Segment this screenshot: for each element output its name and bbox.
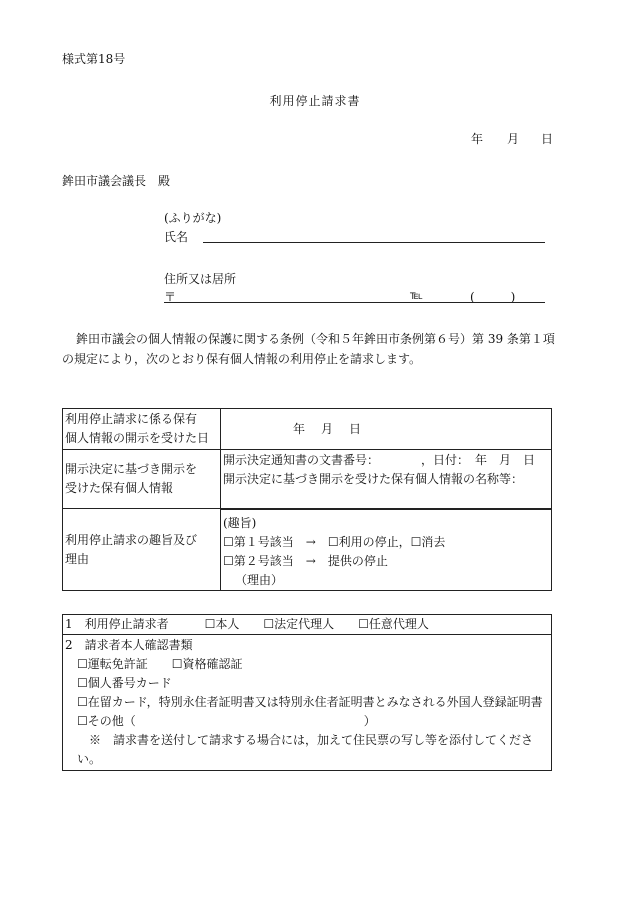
postal-mark: 〒 <box>164 290 177 304</box>
purpose-reason-label: 利用停止請求の趣旨及び 理由 <box>63 509 221 591</box>
decision-notice-number-line: 開示決定通知書の文書番号： ，日付： 年 月 日 <box>223 453 536 467</box>
id-documents-cell <box>63 635 552 771</box>
id-doc-option-other[interactable]: ☐その他（ ） <box>77 714 376 728</box>
date-day: 日 <box>541 132 554 146</box>
id-documents-row <box>63 635 552 771</box>
id-documents-title: 2 請求者本人確認書類 <box>65 638 193 652</box>
furigana-label: (ふりがな) <box>164 211 222 225</box>
date-month: 月 <box>507 132 520 146</box>
disclosed-info-value[interactable] <box>221 450 552 509</box>
inner-divider <box>220 509 552 510</box>
disclosed-info-label: 開示決定に基づき開示を 受けた保有個人情報 <box>63 450 221 509</box>
address-underline[interactable] <box>164 302 545 303</box>
form-number: 様式第18号 <box>62 52 126 66</box>
id-doc-option-license[interactable]: ☐運転免許証 ☐資格確認証 <box>77 657 243 671</box>
disclosure-date-value[interactable]: 年 月 日 <box>221 409 552 450</box>
requester-row <box>63 615 552 635</box>
request-details-table <box>62 408 552 591</box>
reason-heading: （理由） <box>235 573 284 587</box>
body-text-line-2: の規定により，次のとおり保有個人情報の利用停止を請求します。 <box>62 352 422 366</box>
disclosure-date-label: 利用停止請求に係る保有 個人情報の開示を受けた日 <box>63 409 221 450</box>
date-year: 年 <box>471 132 484 146</box>
requester-table <box>62 614 552 771</box>
disclosed-info-row <box>63 450 552 509</box>
mail-note-line-1: ※ 請求書を送付して請求する場合には，加えて住民票の写し等を添付してくださ <box>89 733 534 747</box>
name-label: 氏名 <box>164 230 189 244</box>
body-text-line-1: 鉾田市議会の個人情報の保護に関する条例（令和５年鉾田市条例第６号）第 39 条第１項 <box>76 332 555 346</box>
address-label: 住所又は居所 <box>164 272 237 286</box>
purpose-option-1[interactable]: ☐第１号該当 → ☐利用の停止，☐消去 <box>223 535 446 549</box>
purpose-heading: (趣旨) <box>223 516 257 530</box>
tel-mark: ℡ <box>410 288 423 302</box>
disclosed-info-name-line: 開示決定に基づき開示を受けた保有個人情報の名称等： <box>223 472 524 486</box>
disclosure-date-row <box>63 409 552 450</box>
requester-type-options[interactable]: 1 利用停止請求者 ☐本人 ☐法定代理人 ☐任意代理人 <box>63 615 552 635</box>
form-title: 利用停止請求書 <box>269 94 361 108</box>
addressee: 鉾田市議会議長 殿 <box>62 174 171 188</box>
mail-note-line-2: い。 <box>77 752 102 766</box>
id-doc-option-residence-card[interactable]: ☐在留カード，特別永住者証明書又は特別永住者証明書とみなされる外国人登録証明書 <box>77 695 543 709</box>
tel-paren: ( ) <box>470 290 516 304</box>
purpose-option-2[interactable]: ☐第２号該当 → 提供の停止 <box>223 554 388 568</box>
purpose-reason-row <box>63 509 552 591</box>
id-doc-option-mynumber[interactable]: ☐個人番号カード <box>77 676 172 690</box>
purpose-reason-value[interactable] <box>221 509 552 591</box>
name-underline[interactable] <box>203 242 545 243</box>
